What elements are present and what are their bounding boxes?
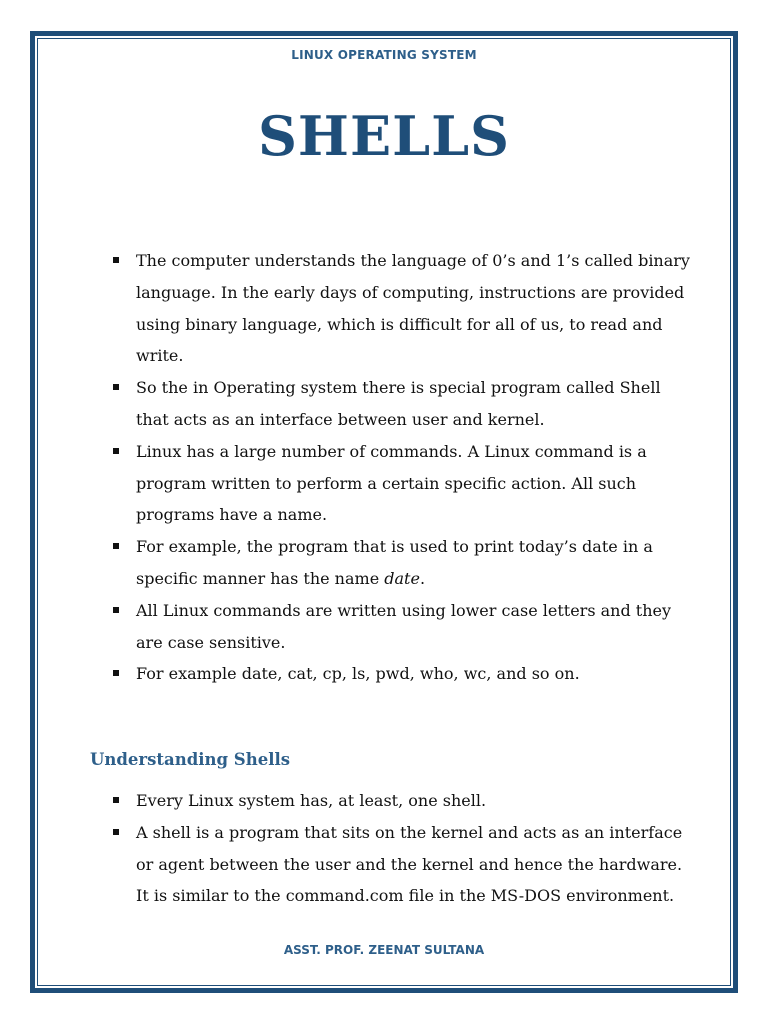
square-bullet-icon [113, 257, 119, 263]
list-item [112, 785, 692, 817]
list-item-text: For example, the program that is used to print today’s date in a specific manner has the name [136, 537, 653, 588]
list-item-text: All Linux commands are written using lower case letters and they are case sensitive. [136, 600, 672, 652]
list-item-text: Every Linux system has, at least, one shell. [136, 791, 487, 810]
list-item [112, 531, 692, 595]
list-item-text: The computer understands the language of 0’s and 1’s called binary language. In the early days of computing, instructions are provided using binary language, which is difficult for all of us, to read and write. [136, 251, 690, 366]
list-item [112, 658, 692, 690]
list-item-text: For example date, cat, cp, ls, pwd, who, wc, and so on. [136, 664, 580, 684]
square-bullet-icon [113, 797, 119, 803]
intro-bullet-list [112, 245, 692, 690]
list-item [112, 372, 692, 436]
page-title: SHELLS [257, 104, 511, 168]
square-bullet-icon [113, 448, 119, 454]
list-item-text: So the in Operating system there is special program called Shell that acts as an interface between user and kernel. [136, 378, 661, 429]
list-item [112, 245, 692, 372]
list-item-suffix: . [419, 568, 426, 588]
square-bullet-icon [113, 607, 119, 613]
page-footer: ASST. PROF. ZEENAT SULTANA [283, 943, 485, 957]
square-bullet-icon [113, 543, 119, 549]
square-bullet-icon [113, 384, 119, 390]
section-heading: Understanding Shells [90, 750, 291, 769]
list-item [112, 595, 692, 659]
square-bullet-icon [113, 670, 119, 676]
section-bullet-list [112, 785, 692, 912]
list-item-text: Linux has a large number of commands. A Linux command is a program written to perform a certain specific action. All such programs have a name. [136, 441, 647, 525]
list-item [112, 436, 692, 531]
list-item-emphasis: date [384, 568, 420, 588]
square-bullet-icon [113, 829, 119, 835]
page-header: LINUX OPERATING SYSTEM [291, 48, 477, 62]
list-item-text: A shell is a program that sits on the kernel and acts as an interface or agent between the user and the kernel and hence the hardware. It is similar to the command.com file in the MS-DOS environment. [136, 822, 683, 906]
list-item [112, 817, 692, 912]
